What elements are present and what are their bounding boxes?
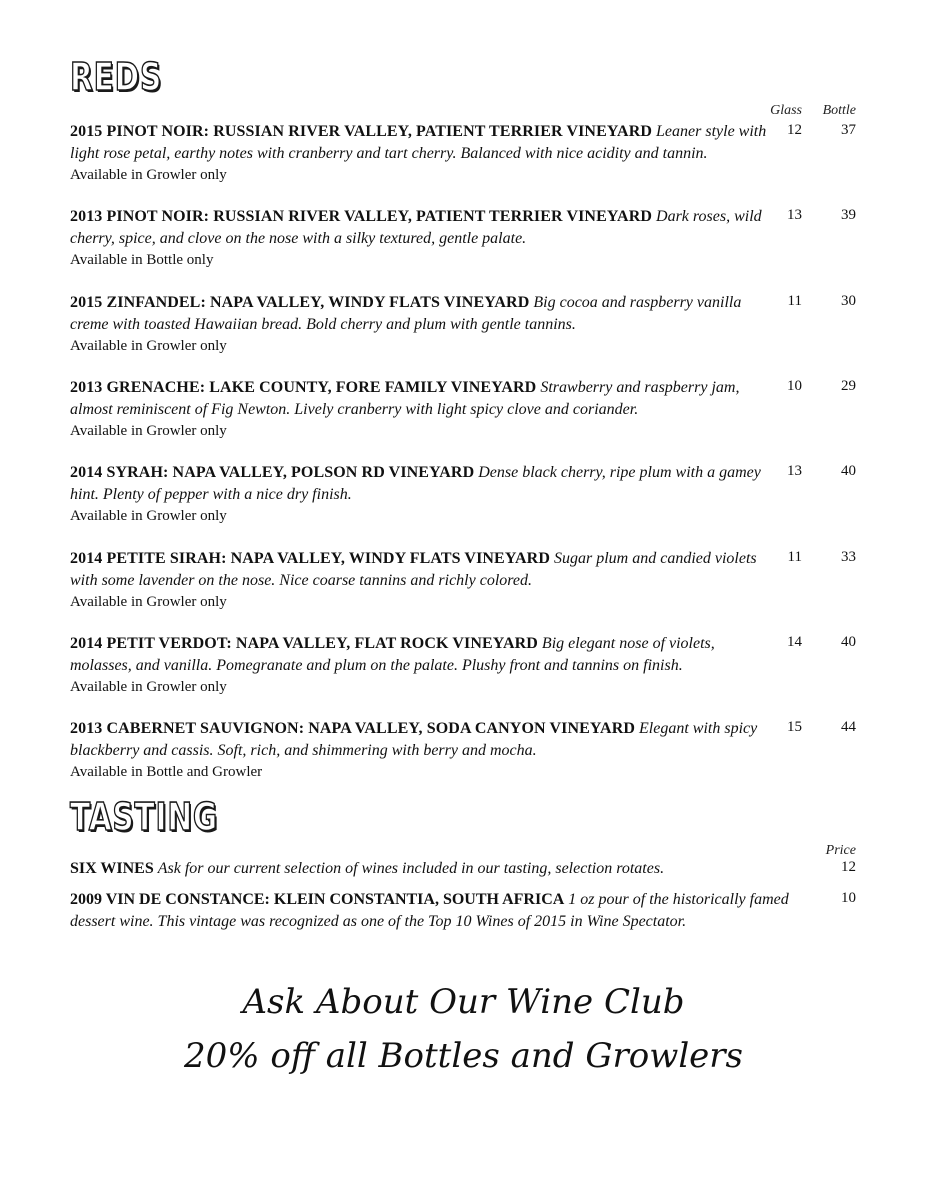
wine-description: Elegant with spicy blackberry and cassis. Soft, rich, and shimmering with berry and mocha. [70,720,758,759]
tasting-description: 1 oz pour of the historically famed dessert wine. This vintage was recognized as one of the Top 10 Wines of 2015 in Wine Spectator. [70,891,789,930]
glass-price: 11 [787,549,802,565]
glass-price: 13 [787,463,802,479]
wine-item [70,633,770,697]
wine-description: Big elegant nose of violets, molasses, and vanilla. Pomegranate and plum on the palate. Plushy front and tannins on finish. [70,635,715,674]
tasting-name: 2009 VIN DE CONSTANCE: KLEIN CONSTANTIA, SOUTH AFRICA [70,891,565,908]
tasting-item [70,889,820,933]
wine-name: 2014 PETITE SIRAH: NAPA VALLEY, WINDY FLATS VINEYARD [70,550,550,567]
tasting-name: SIX WINES [70,860,154,877]
wine-item [70,718,770,782]
glass-price: 14 [787,634,802,650]
reds-section-title: REDS [70,55,163,99]
wine-item [70,206,770,270]
tasting-item [70,858,820,880]
wine-availability: Available in Growler only [70,167,227,183]
glass-price: 11 [787,293,802,309]
wine-description: Dense black cherry, ripe plum with a gamey hint. Plenty of pepper with a nice dry finish. [70,464,761,503]
wine-availability: Available in Growler only [70,338,227,354]
wine-description: Sugar plum and candied violets with some lavender on the nose. Nice coarse tannins and richly colored. [70,550,757,589]
wine-availability: Available in Growler only [70,508,227,524]
wine-name: 2015 PINOT NOIR: RUSSIAN RIVER VALLEY, PATIENT TERRIER VINEYARD [70,123,653,140]
wine-availability: Available in Growler only [70,594,227,610]
wine-item [70,292,770,356]
tasting-price: 12 [841,859,856,875]
bottle-price: 33 [841,549,856,565]
wine-name: 2013 CABERNET SAUVIGNON: NAPA VALLEY, SODA CANYON VINEYARD [70,720,636,737]
wine-name: 2013 GRENACHE: LAKE COUNTY, FORE FAMILY VINEYARD [70,379,537,396]
glass-price: 10 [787,378,802,394]
wine-name: 2015 ZINFANDEL: NAPA VALLEY, WINDY FLATS VINEYARD [70,294,530,311]
wine-availability: Available in Growler only [70,679,227,695]
bottle-price: 40 [841,463,856,479]
wine-description: Big cocoa and raspberry vanilla creme with toasted Hawaiian bread. Bold cherry and plum with gentle tannins. [70,294,742,333]
price-column-header: Price [825,843,856,858]
wine-availability: Available in Bottle only [70,252,214,268]
bottle-column-header: Bottle [822,103,856,118]
bottle-price: 29 [841,378,856,394]
discount-line: 20% off all Bottles and Growlers [183,1036,744,1076]
glass-price: 13 [787,207,802,223]
tasting-description: Ask for our current selection of wines included in our tasting, selection rotates. [157,860,665,877]
wine-description: Dark roses, wild cherry, spice, and clove on the nose with a silky textured, gentle palate. [70,208,762,247]
wine-availability: Available in Growler only [70,423,227,439]
wine-item [70,121,770,185]
glass-price: 15 [787,719,802,735]
bottle-price: 44 [841,719,856,735]
wine-description: Strawberry and raspberry jam, almost reminiscent of Fig Newton. Lively cranberry with light spicy clove and coriander. [70,379,740,418]
bottle-price: 30 [841,293,856,309]
bottle-price: 40 [841,634,856,650]
wine-name: 2014 SYRAH: NAPA VALLEY, POLSON RD VINEYARD [70,464,475,481]
glass-price: 12 [787,122,802,138]
wine-item [70,462,770,526]
wine-availability: Available in Bottle and Growler [70,764,263,780]
glass-column-header: Glass [770,103,802,118]
bottle-price: 39 [841,207,856,223]
wine-name: 2013 PINOT NOIR: RUSSIAN RIVER VALLEY, PATIENT TERRIER VINEYARD [70,208,653,225]
wine-item [70,377,770,441]
wine-club-line: Ask About Our Wine Club [242,982,685,1022]
tasting-section-title: TASTING [70,795,219,839]
wine-name: 2014 PETIT VERDOT: NAPA VALLEY, FLAT ROCK VINEYARD [70,635,538,652]
tasting-price: 10 [841,890,856,906]
wine-description: Leaner style with light rose petal, earthy notes with cranberry and tart cherry. Balanced with nice acidity and tannin. [70,123,767,162]
bottle-price: 37 [841,122,856,138]
wine-item [70,548,770,612]
